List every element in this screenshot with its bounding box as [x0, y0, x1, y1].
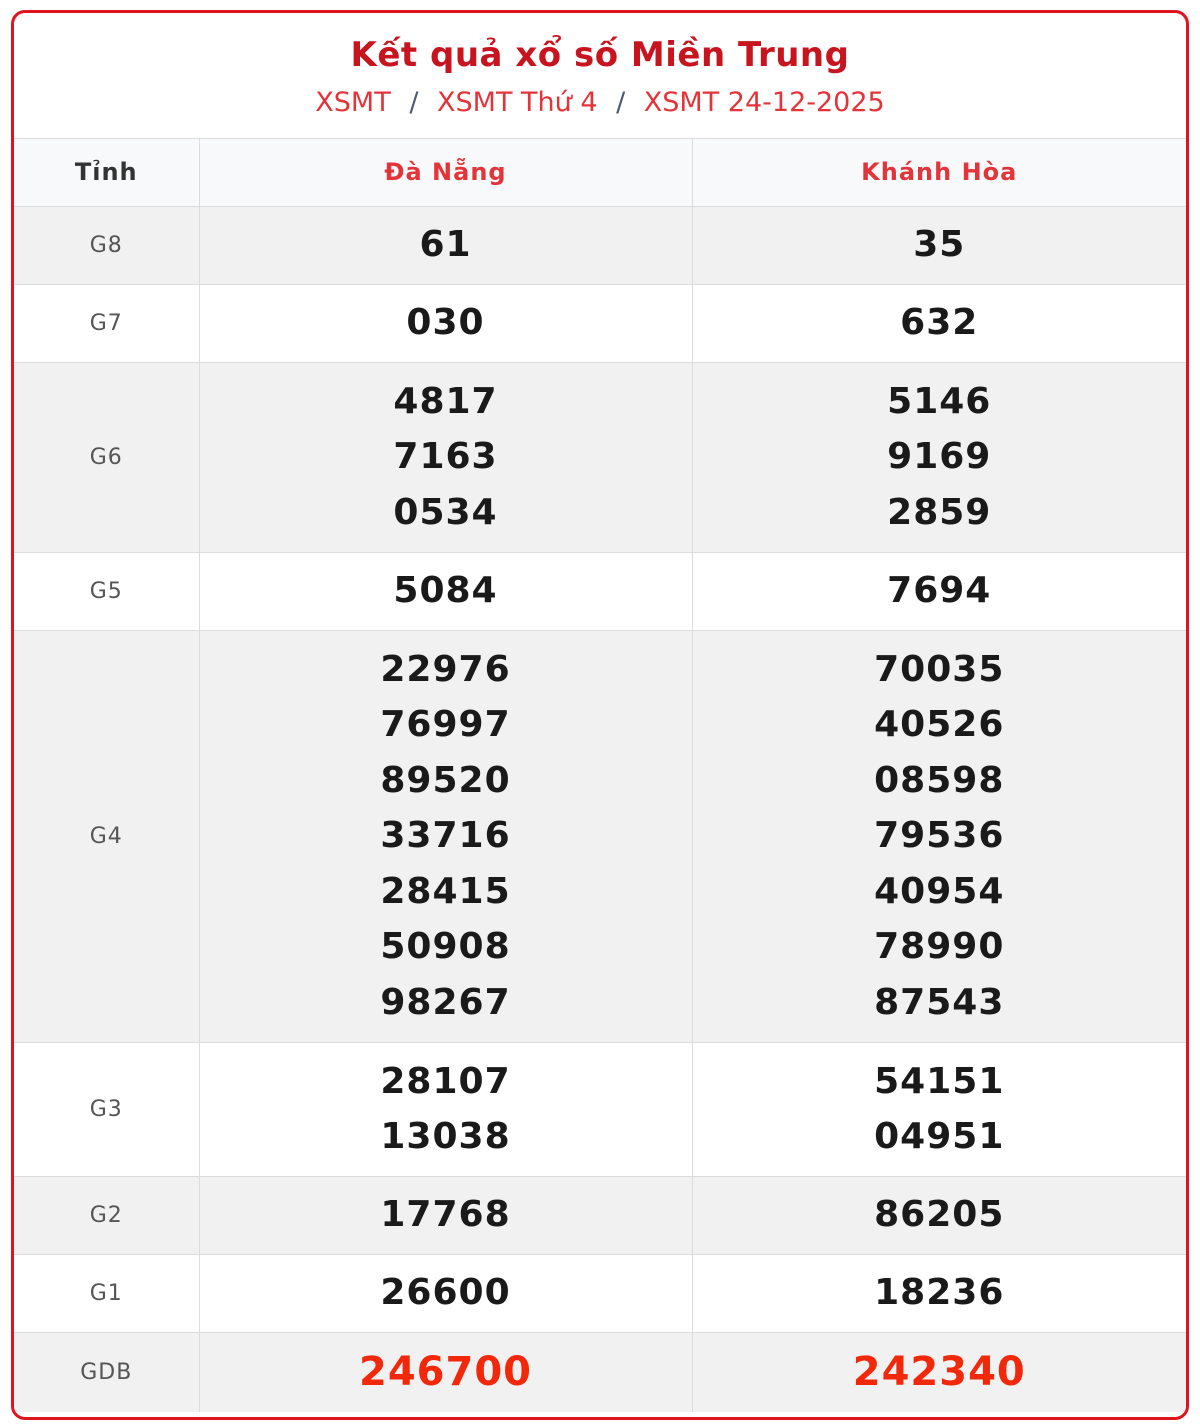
prize-numbers-cell	[199, 630, 692, 1042]
prize-number: 7694	[887, 570, 992, 612]
table-row	[14, 552, 1186, 630]
prize-numbers-cell	[692, 1254, 1186, 1332]
table-row	[14, 1254, 1186, 1332]
prize-numbers-cell	[199, 284, 692, 362]
prize-numbers-cell	[199, 206, 692, 284]
prize-number: 86205	[874, 1194, 1005, 1236]
province-label-header: Tỉnh	[14, 139, 199, 206]
prize-number: 13038	[380, 1116, 511, 1157]
prize-number: 76997	[380, 704, 511, 746]
prize-number: 78990	[874, 926, 1005, 968]
prize-number: 4817	[393, 380, 498, 422]
results-header	[14, 13, 1186, 139]
prize-number: 40526	[874, 704, 1005, 746]
prize-numbers-cell	[199, 552, 692, 630]
prize-number: 9169	[887, 436, 992, 478]
breadcrumb-xsmt[interactable]: XSMT	[315, 87, 391, 118]
prize-number: 5146	[887, 380, 992, 422]
prize-numbers-cell	[692, 206, 1186, 284]
prize-number: 2859	[887, 491, 992, 533]
prize-number: 28415	[380, 870, 511, 912]
breadcrumb-separator: /	[616, 87, 626, 118]
prize-numbers-cell	[199, 1332, 692, 1412]
prize-numbers-cell	[199, 1254, 692, 1332]
prize-number: 98267	[380, 981, 511, 1023]
prize-number: 61	[419, 224, 472, 266]
prize-numbers-cell	[199, 362, 692, 552]
prize-number: 28107	[380, 1060, 511, 1102]
table-row	[14, 284, 1186, 362]
prize-label: G2	[14, 1176, 199, 1254]
prize-number: 632	[900, 302, 979, 344]
results-card	[11, 10, 1189, 1420]
table-row	[14, 362, 1186, 552]
breadcrumb-xsmt-date[interactable]: XSMT 24-12-2025	[643, 87, 885, 118]
prize-numbers-cell	[692, 362, 1186, 552]
prize-label: G6	[14, 362, 199, 552]
table-header-row	[14, 139, 1186, 206]
prize-numbers-cell	[692, 1176, 1186, 1254]
prize-number: 26600	[380, 1272, 511, 1314]
special-prize-number: 242340	[852, 1348, 1026, 1395]
prize-number: 18236	[874, 1272, 1005, 1314]
prize-label: G4	[14, 630, 199, 1042]
prize-label: G1	[14, 1254, 199, 1332]
prize-number: 17768	[380, 1194, 511, 1236]
prize-numbers-cell	[692, 1332, 1186, 1412]
prize-numbers-cell	[692, 1042, 1186, 1176]
table-row	[14, 206, 1186, 284]
table-row	[14, 1332, 1186, 1412]
breadcrumb-xsmt-weekday[interactable]: XSMT Thứ 4	[437, 87, 598, 118]
prize-number: 33716	[380, 815, 511, 857]
prize-number: 79536	[874, 815, 1005, 857]
prize-numbers-cell	[692, 552, 1186, 630]
prize-number: 030	[406, 302, 485, 344]
prize-number: 87543	[874, 981, 1005, 1023]
prize-number: 54151	[874, 1060, 1005, 1102]
prize-numbers-cell	[199, 1176, 692, 1254]
prize-number: 04951	[874, 1116, 1005, 1157]
prize-number: 5084	[393, 570, 498, 612]
results-table	[14, 139, 1186, 1412]
prize-number: 7163	[393, 436, 498, 478]
prize-numbers-cell	[199, 1042, 692, 1176]
prize-number: 70035	[874, 648, 1005, 690]
prize-label: G8	[14, 206, 199, 284]
special-prize-number: 246700	[359, 1348, 532, 1395]
table-row	[14, 630, 1186, 1042]
prize-label: G5	[14, 552, 199, 630]
table-row	[14, 1042, 1186, 1176]
prize-number: 0534	[393, 491, 498, 533]
prize-number: 22976	[380, 648, 511, 690]
prize-number: 35	[913, 224, 966, 266]
breadcrumb-separator: /	[409, 87, 419, 118]
prize-label: G3	[14, 1042, 199, 1176]
prize-numbers-cell	[692, 630, 1186, 1042]
prize-number: 08598	[874, 759, 1005, 801]
prize-numbers-cell	[692, 284, 1186, 362]
prize-label: GDB	[14, 1332, 199, 1412]
province-header-khanh-hoa[interactable]: Khánh Hòa	[692, 139, 1186, 206]
page-title: Kết quả xổ số Miền Trung	[350, 35, 850, 75]
province-header-da-nang[interactable]: Đà Nẵng	[199, 139, 692, 206]
prize-number: 89520	[380, 759, 511, 801]
breadcrumb	[14, 87, 1186, 118]
prize-number: 40954	[874, 870, 1005, 912]
results-body	[14, 206, 1186, 1412]
table-row	[14, 1176, 1186, 1254]
prize-number: 50908	[380, 926, 511, 968]
prize-label: G7	[14, 284, 199, 362]
